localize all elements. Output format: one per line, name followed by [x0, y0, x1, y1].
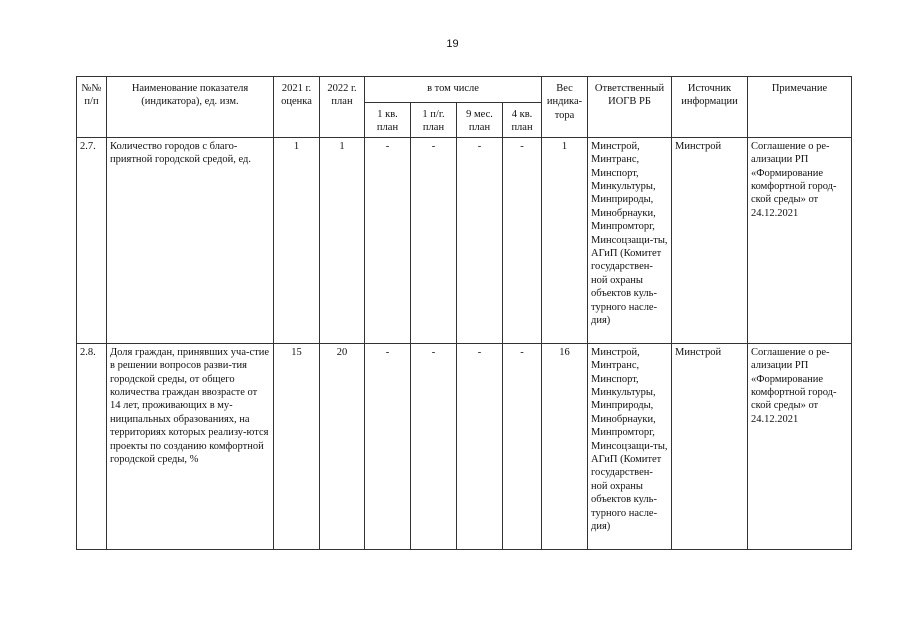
- indicators-table: [76, 76, 852, 550]
- row-q1-value: -: [365, 343, 411, 549]
- row-9m-value: -: [457, 137, 503, 343]
- row-indicator-name: Количество городов с благо-приятной городской средой, ед.: [107, 137, 274, 343]
- row-note: Соглашение о ре-ализации РП «Формирование комфортной город-ской среды» от 24.12.2021: [748, 343, 852, 549]
- header-q4: 4 кв. план: [503, 103, 542, 138]
- row-9m-value: -: [457, 343, 503, 549]
- row-indicator-name: Доля граждан, принявших уча-стие в решении вопросов разви-тия городской среды, от общего количества граждан ввозрасте от 14 лет, проживающих в му-ниципальных образованиях, на территориях которых реализу-ются проекты по созданию комфортной городской среды, %: [107, 343, 274, 549]
- row-q4-value: -: [503, 137, 542, 343]
- row-source: Минстрой: [672, 343, 748, 549]
- header-2021: 2021 г. оценка: [274, 77, 320, 138]
- header-note: Примечание: [748, 77, 852, 138]
- row-weight: 16: [542, 343, 588, 549]
- header-source: Источник информации: [672, 77, 748, 138]
- header-weight: Вес индика-тора: [542, 77, 588, 138]
- row-h1-value: -: [411, 137, 457, 343]
- header-9m: 9 мес. план: [457, 103, 503, 138]
- row-q4-value: -: [503, 343, 542, 549]
- row-num: 2.7.: [77, 137, 107, 343]
- page-number: 19: [446, 38, 459, 50]
- row-2021-value: 1: [274, 137, 320, 343]
- row-responsible: Минстрой, Минтранс, Минспорт, Минкультуры, Минприроды, Минобрнауки, Минпромторг, Минсоцзащи-ты, АГиП (Комитет государствен-ной охраны объектов куль-турного насле-дия): [588, 137, 672, 343]
- header-h1: 1 п/г. план: [411, 103, 457, 138]
- row-responsible: Минстрой, Минтранс, Минспорт, Минкультуры, Минприроды, Минобрнауки, Минпромторг, Минсоцзащи-ты, АГиП (Комитет государствен-ной охраны объектов куль-турного насле-дия): [588, 343, 672, 549]
- table-row: [77, 137, 852, 343]
- row-source: Минстрой: [672, 137, 748, 343]
- row-2021-value: 15: [274, 343, 320, 549]
- row-weight: 1: [542, 137, 588, 343]
- header-num: №№ п/п: [77, 77, 107, 138]
- row-2022-value: 20: [320, 343, 365, 549]
- header-responsible: Ответственный ИОГВ РБ: [588, 77, 672, 138]
- row-h1-value: -: [411, 343, 457, 549]
- row-num: 2.8.: [77, 343, 107, 549]
- table-row: [77, 343, 852, 549]
- row-q1-value: -: [365, 137, 411, 343]
- row-note: Соглашение о ре-ализации РП «Формирование комфортной город-ской среды» от 24.12.2021: [748, 137, 852, 343]
- row-2022-value: 1: [320, 137, 365, 343]
- header-2022: 2022 г. план: [320, 77, 365, 138]
- header-including: в том числе: [365, 77, 542, 103]
- header-name: Наименование показателя (индикатора), ед. изм.: [107, 77, 274, 138]
- header-q1: 1 кв. план: [365, 103, 411, 138]
